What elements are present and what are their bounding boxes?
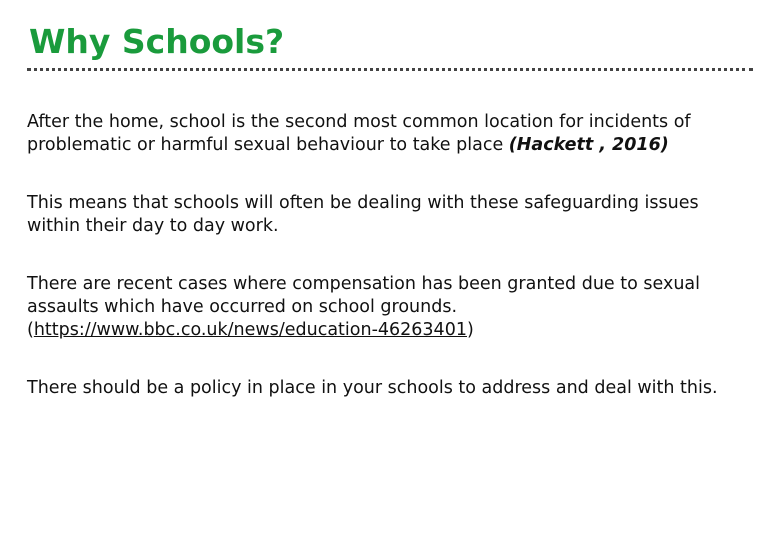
paragraph-safeguarding xyxy=(27,192,737,238)
link-paren-close: ) xyxy=(466,320,474,340)
citation: (Hackett , 2016) xyxy=(508,135,669,155)
link-paren-open: ( xyxy=(27,320,34,340)
bbc-news-link[interactable]: https://www.bbc.co.uk/news/education-46263401 xyxy=(33,320,467,340)
paragraph-text: After the home, school is the second most common location for incidents of problematic or harmful sexual behaviour to take place xyxy=(27,112,691,155)
paragraph-home-school xyxy=(27,111,737,157)
slide-body xyxy=(27,111,737,435)
page-title: Why Schools? xyxy=(29,22,285,61)
paragraph-compensation xyxy=(27,273,737,342)
paragraph-text: This means that schools will often be dealing with these safeguarding issues within their day to day work. xyxy=(27,193,699,236)
title-divider xyxy=(27,68,753,71)
paragraph-text: There are recent cases where compensation has been granted due to sexual assaults which have occurred on school grounds. xyxy=(27,274,700,317)
paragraph-text: There should be a policy in place in your schools to address and deal with this. xyxy=(27,378,718,398)
paragraph-policy xyxy=(27,377,737,400)
